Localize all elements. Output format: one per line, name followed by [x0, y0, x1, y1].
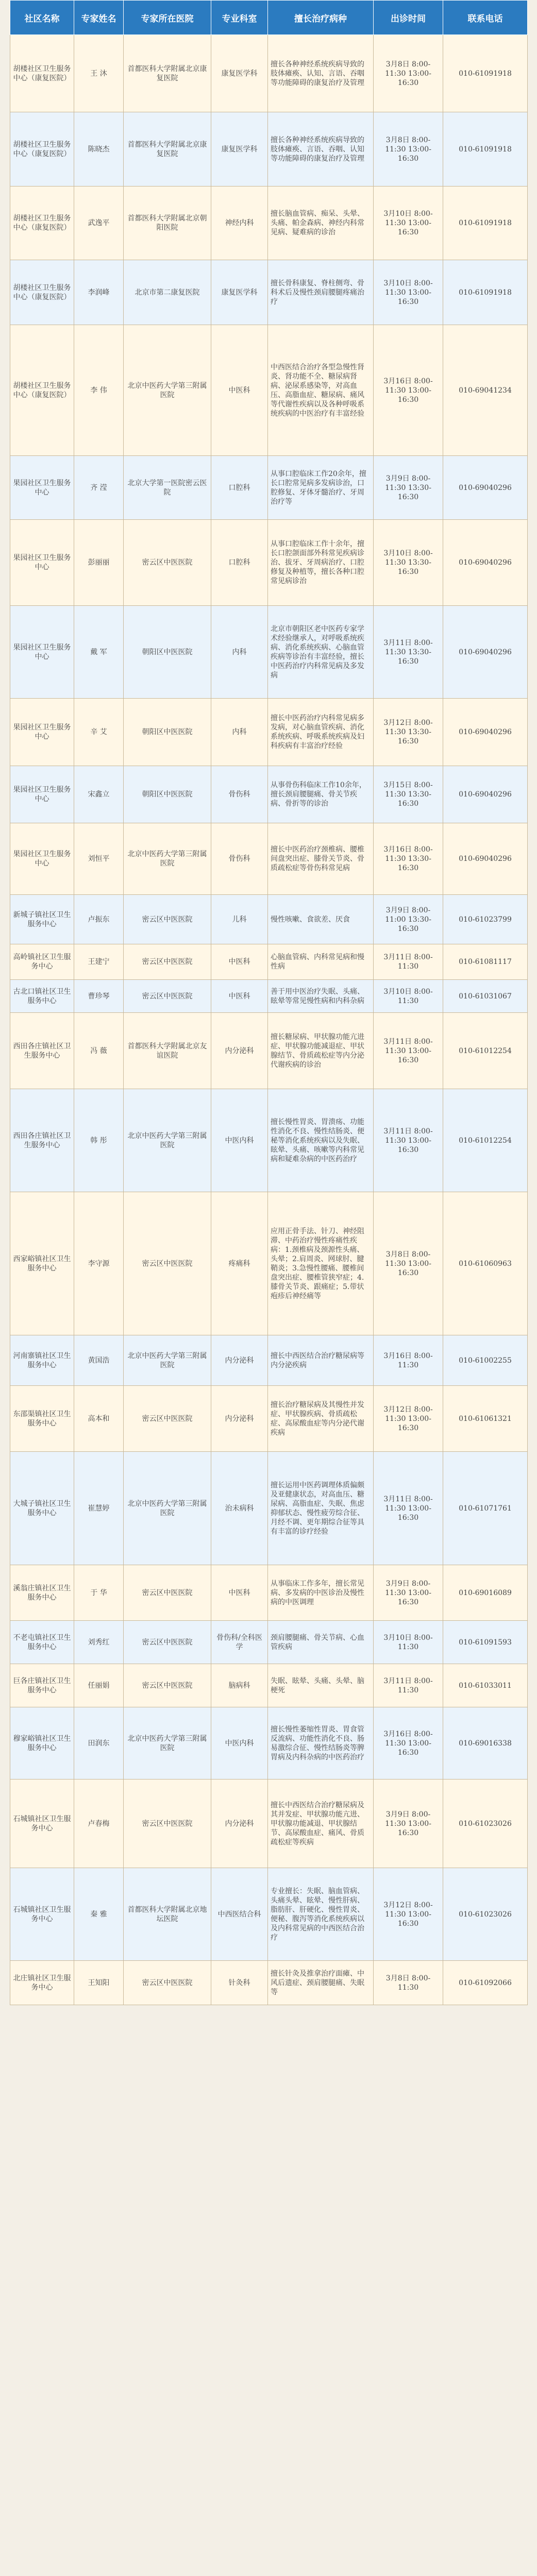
cell-expert: 齐 滢: [74, 456, 124, 520]
cell-phone: 010-61091918: [443, 187, 528, 260]
cell-expert: 黄国浩: [74, 1335, 124, 1386]
table-body: [10, 35, 528, 2005]
cell-time: 3月9日 8:00-11:00 13:30-16:30: [374, 895, 443, 944]
cell-department: 儿科: [211, 895, 268, 944]
cell-hospital: 密云区中医医院: [124, 520, 211, 606]
table-row: [10, 1386, 528, 1452]
cell-phone: 010-69040296: [443, 456, 528, 520]
header-hospital: 专家所在医院: [124, 1, 211, 35]
cell-phone: 010-61092066: [443, 1961, 528, 2005]
table-row: [10, 699, 528, 766]
cell-specialty: 失眠、眩晕、头痛、头晕、脑梗死: [268, 1664, 374, 1707]
cell-phone: 010-61023026: [443, 1868, 528, 1961]
cell-hospital: 密云区中医医院: [124, 980, 211, 1013]
header-row: [10, 1, 528, 35]
table-row: [10, 1780, 528, 1868]
cell-time: 3月11日 8:00-11:30 13:00-16:30: [374, 1452, 443, 1565]
table-row: [10, 260, 528, 325]
cell-department: 中医内科: [211, 1707, 268, 1780]
cell-hospital: 朝阳区中医医院: [124, 699, 211, 766]
table-row: [10, 1961, 528, 2005]
cell-time: 3月11日 8:00-11:30 13:00-16:30: [374, 1089, 443, 1192]
cell-time: 3月10日 8:00-11:30 13:00-16:30: [374, 187, 443, 260]
cell-hospital: 密云区中医医院: [124, 1664, 211, 1707]
cell-specialty: 擅长各种神经系统疾病导致的肢体瘫痪、认知、言语、吞咽等功能障碍的康复治疗及管理: [268, 35, 374, 112]
cell-expert: 王知阳: [74, 1961, 124, 2005]
cell-hospital: 首都医科大学附属北京康复医院: [124, 35, 211, 112]
cell-phone: 010-69040296: [443, 823, 528, 895]
cell-phone: 010-69040296: [443, 520, 528, 606]
cell-specialty: 从事骨伤科临床工作10余年，擅长颈肩腰腿痛、骨关节疾病、骨折等的诊治: [268, 766, 374, 823]
cell-community: 新城子镇社区卫生服务中心: [10, 895, 74, 944]
cell-department: 中医科: [211, 944, 268, 980]
cell-specialty: 擅长骨科康复、脊柱侧弯、骨科术后及慢性颈肩腰腿疼痛治疗: [268, 260, 374, 325]
cell-hospital: 首都医科大学附属北京朝阳医院: [124, 187, 211, 260]
table-row: [10, 1335, 528, 1386]
cell-specialty: 擅长各种神经系统疾病导致的肢体瘫痪、言语、吞咽、认知等功能障碍的康复治疗及管理: [268, 112, 374, 187]
header-phone: 联系电话: [443, 1, 528, 35]
table-row: [10, 1192, 528, 1335]
cell-hospital: 北京中医药大学第三附属医院: [124, 1089, 211, 1192]
cell-expert: 崔慧婷: [74, 1452, 124, 1565]
cell-department: 内科: [211, 699, 268, 766]
cell-expert: 刘秀红: [74, 1621, 124, 1664]
cell-phone: 010-69040296: [443, 699, 528, 766]
cell-phone: 010-61002255: [443, 1335, 528, 1386]
cell-phone: 010-61012254: [443, 1089, 528, 1192]
cell-community: 溪翁庄镇社区卫生服务中心: [10, 1565, 74, 1621]
cell-specialty: 北京市朝阳区老中医药专家学术经验继承人，对呼吸系统疾病、消化系统疾病、心脑血管疾病等诊治有丰富经验，擅长中医药治疗内科常见病及多发病: [268, 606, 374, 699]
cell-community: 果园社区卫生服务中心: [10, 823, 74, 895]
cell-specialty: 擅长脑血管病、痴呆、头晕、头痛、帕金森病、神经内科常见病、疑难病的诊治: [268, 187, 374, 260]
cell-hospital: 首都医科大学附属北京康复医院: [124, 112, 211, 187]
cell-community: 古北口镇社区卫生服务中心: [10, 980, 74, 1013]
cell-community: 东邵渠镇社区卫生服务中心: [10, 1386, 74, 1452]
cell-time: 3月12日 8:00-11:30 13:30-16:30: [374, 699, 443, 766]
table-row: [10, 944, 528, 980]
cell-hospital: 北京中医药大学第三附属医院: [124, 823, 211, 895]
cell-expert: 高本和: [74, 1386, 124, 1452]
cell-department: 内分泌科: [211, 1013, 268, 1089]
cell-department: 骨伤科: [211, 766, 268, 823]
cell-time: 3月8日 8:00-11:30 13:00-16:30: [374, 35, 443, 112]
cell-department: 神经内科: [211, 187, 268, 260]
cell-department: 骨伤科/全科医学: [211, 1621, 268, 1664]
cell-time: 3月16日 8:00-11:30 13:30-16:30: [374, 823, 443, 895]
table-row: [10, 980, 528, 1013]
cell-time: 3月11日 8:00-11:30 13:00-16:30: [374, 1013, 443, 1089]
table-row: [10, 187, 528, 260]
cell-community: 高岭镇社区卫生服务中心: [10, 944, 74, 980]
table-row: [10, 606, 528, 699]
cell-hospital: 北京大学第一医院密云医院: [124, 456, 211, 520]
cell-phone: 010-69041234: [443, 325, 528, 456]
cell-phone: 010-69040296: [443, 606, 528, 699]
cell-time: 3月9日 8:00-11:30 13:00-16:30: [374, 1780, 443, 1868]
cell-community: 胡楼社区卫生服务中心（康复医院）: [10, 187, 74, 260]
cell-specialty: 应用正骨手法、针刀、神经阻滞、中药治疗慢性疼痛性疾病：1.颈椎病及颈源性头痛、头晕；2.肩周炎、网球肘、腱鞘炎；3.急慢性腰痛、腰椎间盘突出症、腰椎管狭窄症；4.膝骨关节炎、跟痛症；5.带状疱疹后神经痛等: [268, 1192, 374, 1335]
cell-expert: 宋鑫立: [74, 766, 124, 823]
cell-department: 康复医学科: [211, 35, 268, 112]
header-specialty: 擅长治疗病种: [268, 1, 374, 35]
cell-phone: 010-61071761: [443, 1452, 528, 1565]
cell-department: 口腔科: [211, 456, 268, 520]
cell-phone: 010-61023026: [443, 1780, 528, 1868]
cell-expert: 卢春梅: [74, 1780, 124, 1868]
header-time: 出诊时间: [374, 1, 443, 35]
cell-phone: 010-69016338: [443, 1707, 528, 1780]
cell-community: 河南寨镇社区卫生服务中心: [10, 1335, 74, 1386]
cell-community: 果园社区卫生服务中心: [10, 699, 74, 766]
cell-expert: 王建宁: [74, 944, 124, 980]
table-row: [10, 1664, 528, 1707]
cell-phone: 010-61091918: [443, 35, 528, 112]
cell-department: 针灸科: [211, 1961, 268, 2005]
cell-phone: 010-61081117: [443, 944, 528, 980]
cell-department: 康复医学科: [211, 112, 268, 187]
cell-expert: 戴 军: [74, 606, 124, 699]
cell-community: 西田各庄镇社区卫生服务中心: [10, 1089, 74, 1192]
cell-time: 3月8日 8:00-11:30: [374, 1961, 443, 2005]
cell-phone: 010-61060963: [443, 1192, 528, 1335]
cell-phone: 010-69040296: [443, 766, 528, 823]
cell-time: 3月15日 8:00-11:30 13:30-16:30: [374, 766, 443, 823]
cell-hospital: 朝阳区中医医院: [124, 766, 211, 823]
table-row: [10, 35, 528, 112]
cell-department: 疼痛科: [211, 1192, 268, 1335]
cell-phone: 010-61012254: [443, 1013, 528, 1089]
cell-expert: 李 伟: [74, 325, 124, 456]
cell-community: 石城镇社区卫生服务中心: [10, 1868, 74, 1961]
cell-phone: 010-61031067: [443, 980, 528, 1013]
cell-time: 3月9日 8:00-11:30 13:30-16:30: [374, 456, 443, 520]
cell-hospital: 北京市第二康复医院: [124, 260, 211, 325]
cell-expert: 田润东: [74, 1707, 124, 1780]
cell-time: 3月8日 8:00-11:30 13:00-16:30: [374, 112, 443, 187]
cell-time: 3月10日 8:00-11:30 13:00-16:30: [374, 260, 443, 325]
cell-phone: 010-61023799: [443, 895, 528, 944]
cell-community: 胡楼社区卫生服务中心（康复医院）: [10, 325, 74, 456]
cell-specialty: 擅长针灸及推拿治疗面瘫、中风后遗症、颈肩腰腿痛、失眠等: [268, 1961, 374, 2005]
cell-expert: 刘恒平: [74, 823, 124, 895]
cell-specialty: 擅长中西医结合治疗糖尿病等内分泌疾病: [268, 1335, 374, 1386]
cell-hospital: 首都医科大学附属北京友谊医院: [124, 1013, 211, 1089]
cell-department: 内分泌科: [211, 1386, 268, 1452]
cell-specialty: 擅长中西医结合治疗糖尿病及其并发症、甲状腺功能亢进、甲状腺功能减退、甲状腺结节、高尿酸血症、痛风、骨质疏松症等疾病: [268, 1780, 374, 1868]
table-row: [10, 895, 528, 944]
cell-phone: 010-61091593: [443, 1621, 528, 1664]
cell-expert: 韩 彤: [74, 1089, 124, 1192]
header-community: 社区名称: [10, 1, 74, 35]
cell-community: 果园社区卫生服务中心: [10, 766, 74, 823]
cell-community: 果园社区卫生服务中心: [10, 520, 74, 606]
cell-expert: 武逸平: [74, 187, 124, 260]
cell-hospital: 密云区中医医院: [124, 1386, 211, 1452]
cell-community: 北庄镇社区卫生服务中心: [10, 1961, 74, 2005]
cell-department: 脑病科: [211, 1664, 268, 1707]
table-row: [10, 1089, 528, 1192]
cell-specialty: 擅长中医药治疗内科常见病多发病，对心脑血管疾病、消化系统疾病、呼吸系统疾病及妇科疾病有丰富治疗经验: [268, 699, 374, 766]
cell-hospital: 密云区中医医院: [124, 895, 211, 944]
cell-hospital: 密云区中医医院: [124, 1565, 211, 1621]
cell-hospital: 密云区中医医院: [124, 1780, 211, 1868]
cell-phone: 010-61091918: [443, 112, 528, 187]
cell-hospital: 朝阳区中医医院: [124, 606, 211, 699]
cell-department: 中医科: [211, 325, 268, 456]
cell-expert: 曹珍琴: [74, 980, 124, 1013]
cell-specialty: 从事口腔临床工作十余年，擅长口腔颌面部外科常见疾病诊治、拔牙、牙周病治疗、口腔修复及种植等，擅长各种口腔常见病诊治: [268, 520, 374, 606]
cell-hospital: 首都医科大学附属北京地坛医院: [124, 1868, 211, 1961]
header-department: 专业科室: [211, 1, 268, 35]
table-row: [10, 1707, 528, 1780]
cell-specialty: 颈肩腰腿痛、骨关节病、心血管疾病: [268, 1621, 374, 1664]
cell-department: 中医科: [211, 1565, 268, 1621]
cell-specialty: 心脑血管病、内科常见病和慢性病: [268, 944, 374, 980]
cell-specialty: 从事口腔临床工作20余年，擅长口腔常见病多发病诊治，口腔修复、牙体牙髓治疗、牙周治疗等: [268, 456, 374, 520]
cell-department: 骨伤科: [211, 823, 268, 895]
table-row: [10, 112, 528, 187]
cell-time: 3月11日 8:00-11:30: [374, 1664, 443, 1707]
cell-hospital: 北京中医药大学第三附属医院: [124, 1335, 211, 1386]
table-header: [10, 1, 528, 35]
table-row: [10, 325, 528, 456]
cell-phone: 010-61061321: [443, 1386, 528, 1452]
cell-time: 3月16日 8:00-11:30 13:00-16:30: [374, 325, 443, 456]
cell-community: 西田各庄镇社区卫生服务中心: [10, 1013, 74, 1089]
cell-specialty: 慢性咳嗽、食欲差、厌食: [268, 895, 374, 944]
cell-community: 胡楼社区卫生服务中心（康复医院）: [10, 112, 74, 187]
header-expert: 专家姓名: [74, 1, 124, 35]
cell-specialty: 专业擅长：失眠、脑血管病、头痛头晕、眩晕、慢性肝病、脂肪肝、肝硬化、慢性胃炎、便秘、腹泻等消化系统疾病以及内科常见病的中西医结合治疗: [268, 1868, 374, 1961]
cell-department: 中医科: [211, 980, 268, 1013]
cell-time: 3月11日 8:00-11:30: [374, 944, 443, 980]
cell-specialty: 中西医结合治疗各型急慢性肾炎、肾功能不全、糖尿病肾病、泌尿系感染等，对高血压、高脂血症、糖尿病、痛风等代谢性疾病以及各种呼吸系统疾病的中医治疗有丰富经验: [268, 325, 374, 456]
cell-expert: 王 沐: [74, 35, 124, 112]
cell-phone: 010-69016089: [443, 1565, 528, 1621]
cell-expert: 冯 薇: [74, 1013, 124, 1089]
cell-hospital: 北京中医药大学第三附属医院: [124, 1452, 211, 1565]
cell-time: 3月16日 8:00-11:30 13:00-16:30: [374, 1707, 443, 1780]
cell-specialty: 擅长慢性胃炎、胃溃疡、功能性消化不良、慢性结肠炎、便秘等消化系统疾病以及失眠、眩晕、头痛、咳嗽等内科常见病和疑难杂病的中医药治疗: [268, 1089, 374, 1192]
expert-schedule-table: [10, 0, 528, 2005]
table-row: [10, 823, 528, 895]
cell-department: 口腔科: [211, 520, 268, 606]
cell-expert: 任丽娟: [74, 1664, 124, 1707]
cell-community: 穆家峪镇社区卫生服务中心: [10, 1707, 74, 1780]
cell-specialty: 擅长运用中医药调理体质偏颇及亚健康状态，对高血压、糖尿病、高脂血症、失眠、焦虑抑郁状态、慢性疲劳综合征、月经不调、更年期综合征等具有丰富的诊疗经验: [268, 1452, 374, 1565]
cell-expert: 李守源: [74, 1192, 124, 1335]
cell-specialty: 善于用中医治疗失眠、头痛、眩晕等常见慢性病和内科杂病: [268, 980, 374, 1013]
cell-expert: 彭丽丽: [74, 520, 124, 606]
cell-time: 3月11日 8:00-11:30 13:30-16:30: [374, 606, 443, 699]
cell-specialty: 擅长糖尿病、甲状腺功能亢进症、甲状腺功能减退症、甲状腺结节、骨质疏松症等内分泌代谢疾病的诊治: [268, 1013, 374, 1089]
cell-community: 胡楼社区卫生服务中心（康复医院）: [10, 260, 74, 325]
cell-specialty: 擅长慢性萎缩性胃炎、胃食管反流病、功能性消化不良、肠易激综合征、慢性结肠炎等脾胃病及内科杂病的中医药治疗: [268, 1707, 374, 1780]
table-row: [10, 1452, 528, 1565]
cell-department: 内科: [211, 606, 268, 699]
cell-hospital: 北京中医药大学第三附属医院: [124, 325, 211, 456]
cell-department: 中医内科: [211, 1089, 268, 1192]
table-row: [10, 766, 528, 823]
cell-time: 3月10日 8:00-11:30: [374, 980, 443, 1013]
cell-expert: 辛 艾: [74, 699, 124, 766]
cell-hospital: 北京中医药大学第三附属医院: [124, 1707, 211, 1780]
schedule-table-wrapper: [10, 0, 527, 2005]
cell-department: 中西医结合科: [211, 1868, 268, 1961]
cell-community: 胡楼社区卫生服务中心（康复医院）: [10, 35, 74, 112]
cell-expert: 李润峰: [74, 260, 124, 325]
cell-phone: 010-61091918: [443, 260, 528, 325]
cell-specialty: 擅长中医药治疗颈椎病、腰椎间盘突出症、膝骨关节炎、骨质疏松症等骨伤科常见病: [268, 823, 374, 895]
cell-expert: 卢振东: [74, 895, 124, 944]
cell-specialty: 擅长治疗糖尿病及其慢性并发症、甲状腺疾病、骨质疏松症、高尿酸血症等内分泌代谢疾病: [268, 1386, 374, 1452]
cell-expert: 陈晓杰: [74, 112, 124, 187]
cell-department: 治未病科: [211, 1452, 268, 1565]
table-row: [10, 1565, 528, 1621]
cell-community: 石城镇社区卫生服务中心: [10, 1780, 74, 1868]
table-row: [10, 1621, 528, 1664]
cell-community: 果园社区卫生服务中心: [10, 606, 74, 699]
table-row: [10, 520, 528, 606]
cell-community: 巨各庄镇社区卫生服务中心: [10, 1664, 74, 1707]
cell-hospital: 密云区中医医院: [124, 1961, 211, 2005]
table-row: [10, 1868, 528, 1961]
cell-time: 3月9日 8:00-11:30 13:00-16:30: [374, 1565, 443, 1621]
cell-hospital: 密云区中医医院: [124, 1192, 211, 1335]
cell-time: 3月12日 8:00-11:30 13:00-16:30: [374, 1868, 443, 1961]
cell-community: 果园社区卫生服务中心: [10, 456, 74, 520]
cell-time: 3月12日 8:00-11:30 13:00-16:30: [374, 1386, 443, 1452]
table-row: [10, 456, 528, 520]
cell-time: 3月16日 8:00-11:30: [374, 1335, 443, 1386]
cell-expert: 秦 雅: [74, 1868, 124, 1961]
cell-community: 西家峪镇社区卫生服务中心: [10, 1192, 74, 1335]
cell-department: 康复医学科: [211, 260, 268, 325]
table-row: [10, 1013, 528, 1089]
cell-expert: 于 华: [74, 1565, 124, 1621]
cell-time: 3月10日 8:00-11:30 13:30-16:30: [374, 520, 443, 606]
cell-phone: 010-61033011: [443, 1664, 528, 1707]
cell-specialty: 从事临床工作多年，擅长常见病、多发病的中医诊治及慢性病的中医调理: [268, 1565, 374, 1621]
cell-hospital: 密云区中医医院: [124, 1621, 211, 1664]
cell-time: 3月10日 8:00-11:30: [374, 1621, 443, 1664]
cell-community: 不老屯镇社区卫生服务中心: [10, 1621, 74, 1664]
cell-department: 内分泌科: [211, 1335, 268, 1386]
cell-time: 3月8日 8:00-11:30 13:00-16:30: [374, 1192, 443, 1335]
cell-hospital: 密云区中医医院: [124, 944, 211, 980]
cell-community: 大城子镇社区卫生服务中心: [10, 1452, 74, 1565]
cell-department: 内分泌科: [211, 1780, 268, 1868]
